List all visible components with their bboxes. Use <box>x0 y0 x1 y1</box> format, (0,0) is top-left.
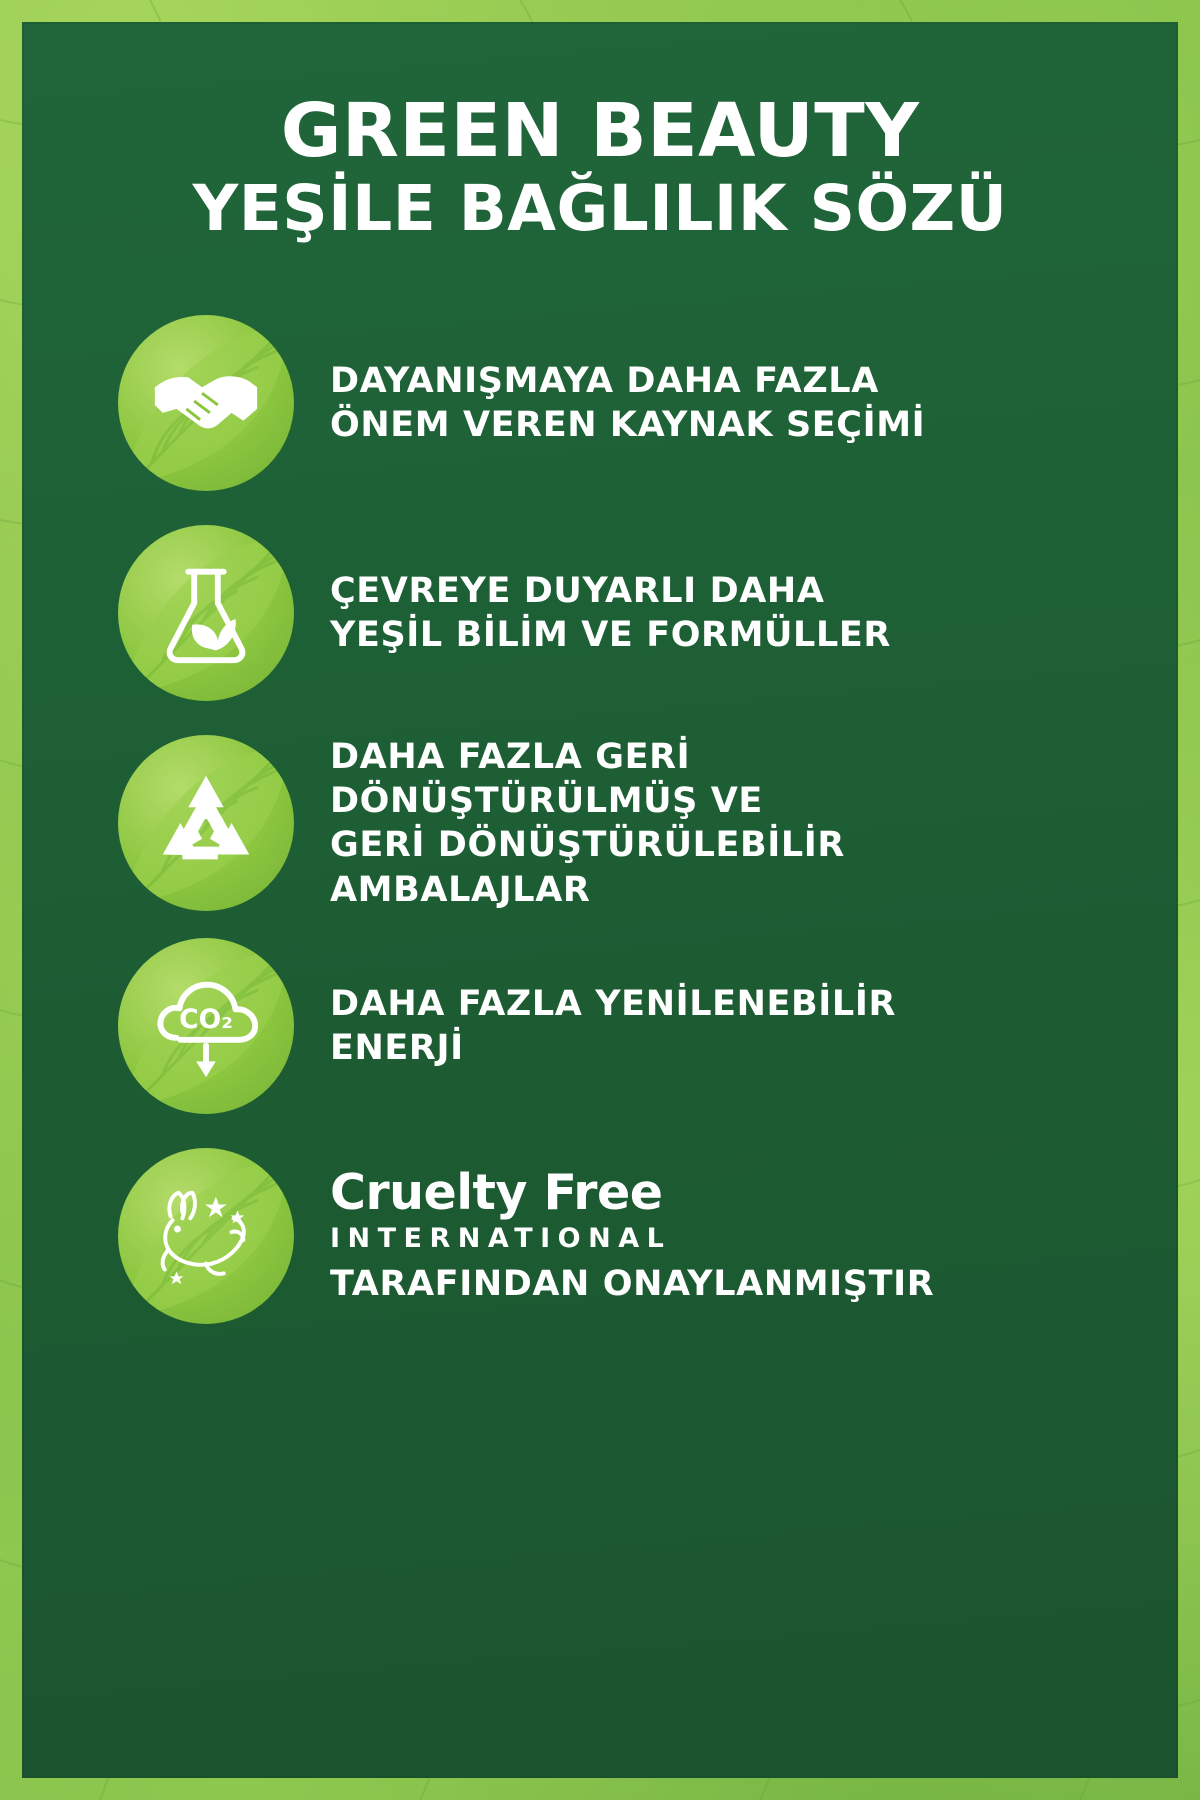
svg-text:CO₂: CO₂ <box>179 1003 233 1035</box>
flask-leaf-icon <box>118 525 294 701</box>
list-item <box>118 938 1118 1114</box>
co2-cloud-icon <box>118 938 294 1114</box>
handshake-leaf-icon <box>118 315 294 491</box>
cruelty-free-footer: TARAFINDAN ONAYLANMIŞTIR <box>330 1263 935 1304</box>
flask-glyph <box>147 554 265 672</box>
page-title: GREEN BEAUTY <box>280 88 920 174</box>
list-item-label: DAHA FAZLA YENİLENEBİLİR ENERJİ <box>330 983 896 1068</box>
poster-heading <box>22 22 1178 246</box>
list-item <box>118 525 1118 701</box>
commitment-list <box>22 315 1178 1323</box>
cruelty-free-block <box>330 1163 935 1304</box>
list-item <box>118 735 1118 911</box>
recycle-glyph <box>147 764 265 882</box>
list-item-label: DAHA FAZLA GERİ DÖNÜŞTÜRÜLMÜŞ VE GERİ DÖNÜŞTÜRÜLEBİLİR AMBALAJLAR <box>330 737 845 910</box>
content-panel <box>22 22 1178 1778</box>
cruelty-free-title: Cruelty Free <box>330 1163 663 1221</box>
bunny-glyph <box>147 1177 265 1295</box>
co2-cloud-glyph <box>147 967 265 1085</box>
list-item-label: ÇEVREYE DUYARLI DAHA YEŞİL BİLİM VE FORMÜLLER <box>330 571 891 656</box>
page-subtitle: YEŞİLE BAĞLILIK SÖZÜ <box>192 172 1008 246</box>
list-item-cruelty-free <box>118 1148 1118 1324</box>
list-item <box>118 315 1118 491</box>
list-item-label: DAYANIŞMAYA DAHA FAZLA ÖNEM VEREN KAYNAK SEÇİMİ <box>330 361 926 446</box>
handshake-glyph <box>147 344 265 462</box>
leaping-bunny-icon <box>118 1148 294 1324</box>
recycle-icon <box>118 735 294 911</box>
cruelty-free-subtitle: INTERNATIONAL <box>330 1222 672 1254</box>
